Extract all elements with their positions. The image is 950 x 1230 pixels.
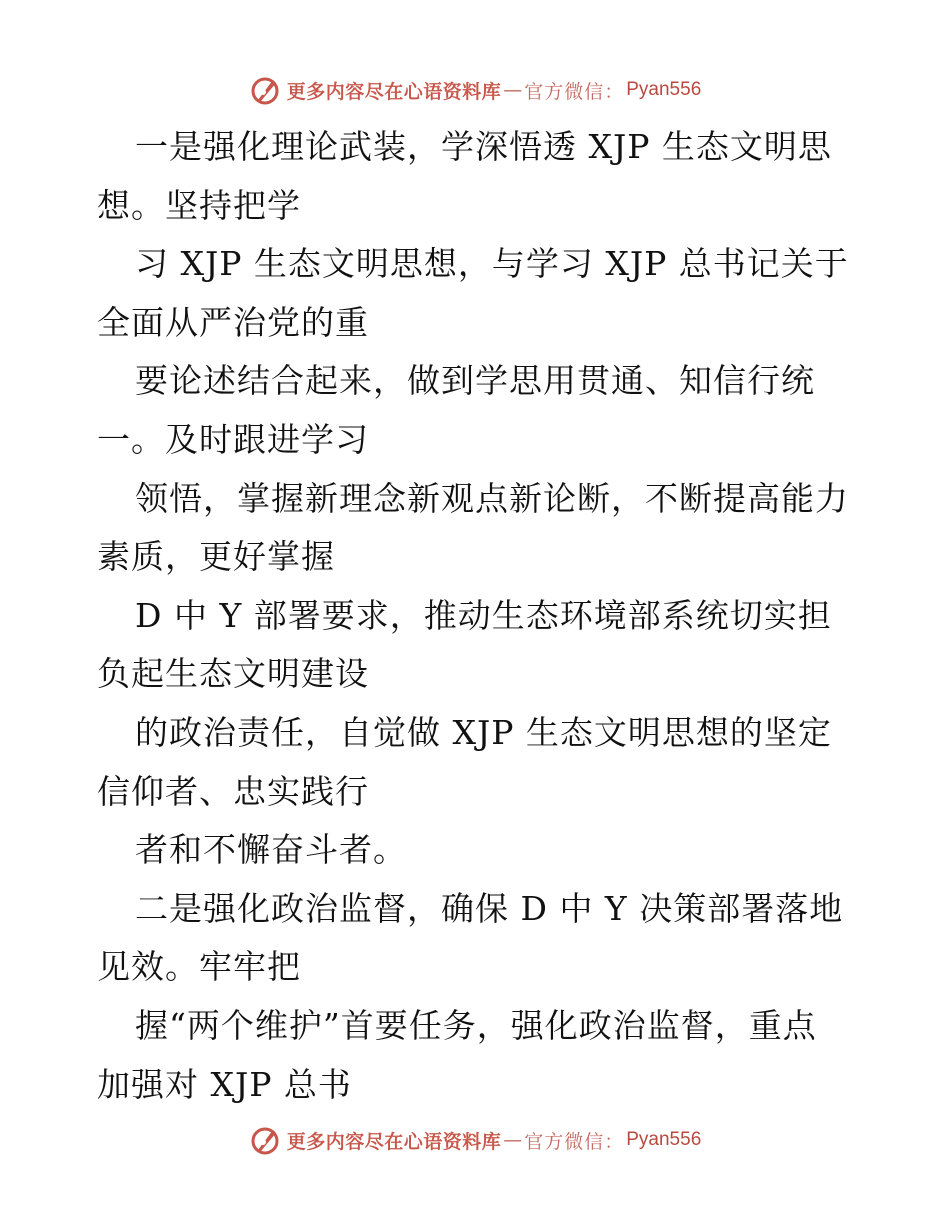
watermark-main-text: 更多内容尽在心语资料库 <box>286 80 502 103</box>
text-line: 领悟，掌握新理念新观点新论断，不断提高能力 <box>135 478 849 518</box>
text-line: D 中 Y 部署要求，推动生态环境部系统切实担 <box>135 595 832 635</box>
header-watermark <box>0 70 950 110</box>
quill-circle-logo-icon <box>249 74 281 106</box>
watermark-wechat-id: Pyan556 <box>626 1129 702 1150</box>
text-line: 信仰者、忠实践行 <box>97 771 369 811</box>
footer-watermark <box>0 1120 950 1160</box>
text-line: 全面从严治党的重 <box>97 302 369 342</box>
text-line: 者和不懈奋斗者。 <box>135 830 407 870</box>
text-line: 负起生态文明建设 <box>97 654 369 694</box>
text-line: 想。坚持把学 <box>97 185 301 225</box>
text-line: 习 XJP 生态文明思想，与学习 XJP 总书记关于 <box>135 244 849 284</box>
text-line: 一是强化理论武装，学深悟透 XJP 生态文明思 <box>135 127 832 166</box>
document-body <box>97 118 877 1114</box>
text-line: 加强对 XJP 总书 <box>97 1064 352 1104</box>
text-line: 素质，更好掌握 <box>97 537 335 577</box>
text-line: 二是强化政治监督，确保 D 中 Y 决策部署落地 <box>135 888 844 928</box>
text-line: 的政治责任，自觉做 XJP 生态文明思想的坚定 <box>135 712 832 752</box>
quill-circle-logo-icon <box>249 1124 281 1156</box>
watermark-main-text: 更多内容尽在心语资料库 <box>286 1130 502 1153</box>
watermark-subtitle: 官方微信： <box>524 80 625 103</box>
text-line: 要论述结合起来，做到学思用贯通、知信行统 <box>135 361 815 401</box>
watermark-separator: — <box>503 1129 523 1151</box>
watermark-wechat-id: Pyan556 <box>626 79 702 100</box>
watermark-subtitle: 官方微信： <box>524 1130 625 1153</box>
text-line: 见效。牢牢把 <box>97 947 301 987</box>
text-line: 握“两个维护”首要任务，强化政治监督，重点 <box>135 1005 817 1045</box>
text-line: 一。及时跟进学习 <box>97 419 369 459</box>
watermark-separator: — <box>503 79 523 101</box>
